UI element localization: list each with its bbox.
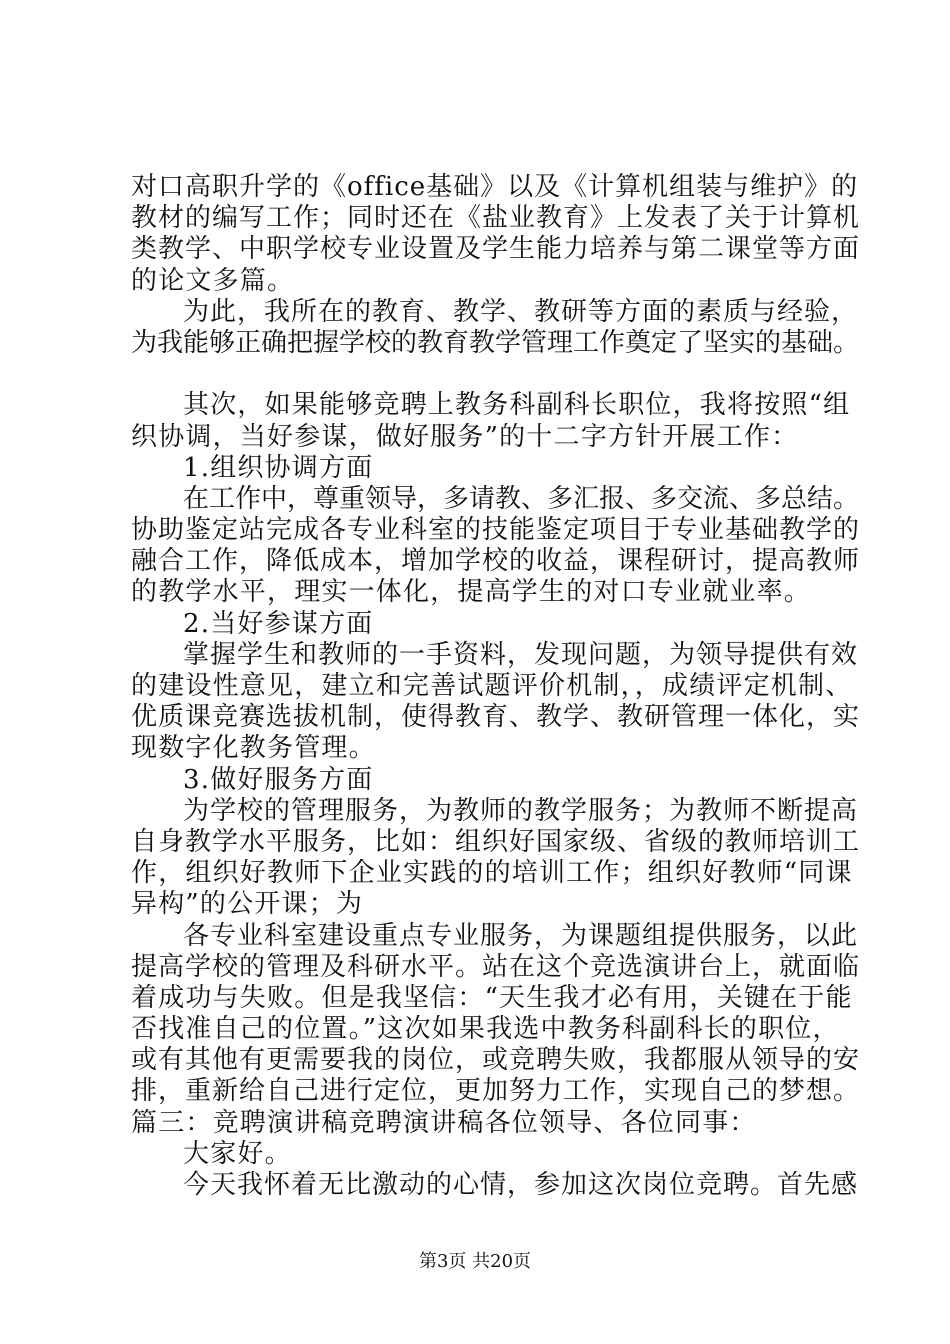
text-line: 的教学水平，理实一体化，提高学生的对口专业就业率。 (131, 577, 812, 608)
text-line: 为学校的管理服务，为教师的教学服务；为教师不断提高 (183, 795, 859, 826)
document-body (131, 172, 861, 1201)
text-line: 为此，我所在的教育、教学、教研等方面的素质与经验， (183, 296, 859, 327)
text-line: 着成功与失败。但是我坚信：“天生我才必有用，关键在于能 (131, 982, 853, 1013)
section-heading: 2.当好参谋方面 (183, 608, 374, 639)
page-footer: 第3页 共20页 (418, 1251, 532, 1272)
text-line: 今天我怀着无比激动的心情，参加这次岗位竞聘。首先感 (183, 1170, 859, 1200)
text-line: 织协调，当好参谋，做好服务”的十二字方针开展工作： (131, 421, 799, 452)
text-line: 的建设性意见，建立和完善试题评价机制，，成绩评定机制、 (131, 671, 853, 701)
text-line: 各专业科室建设重点专业服务，为课题组提供服务，以此 (183, 920, 859, 951)
text-line: 提高学校的管理及科研水平。站在这个竞选演讲台上，就面临 (131, 951, 861, 982)
text-line: 在工作中，尊重领导，多请教、多汇报、多交流、多总结。 (183, 483, 860, 514)
text-line: 自身教学水平服务，比如：组织好国家级、省级的教师培训工 (131, 826, 861, 857)
text-line: 作，组织好教师下企业实践的的培训工作；组织好教师“同课 (131, 858, 853, 889)
text-line: 篇三：竞聘演讲稿竞聘演讲稿各位领导、各位同事： (131, 1107, 757, 1138)
text-line: 掌握学生和教师的一手资料，发现问题，为领导提供有效 (183, 639, 859, 670)
text-line: 融合工作，降低成本，增加学校的收益，课程研讨，提高教师 (131, 546, 861, 577)
text-line: 优质课竞赛选拔机制，使得教育、教学、教研管理一体化，实 (131, 702, 861, 733)
text-line: 的论文多篇。 (131, 265, 295, 296)
text-line: 大家好。 (183, 1138, 292, 1169)
section-heading: 3.做好服务方面 (183, 764, 374, 795)
text-line: 其次，如果能够竞聘上教务科副科长职位，我将按照“组 (183, 390, 851, 421)
text-line: 异构”的公开课；为 (131, 889, 364, 920)
section-heading: 1.组织协调方面 (183, 452, 374, 483)
text-line: 为我能够正确把握学校的教育教学管理工作奠定了坚实的基础。 (131, 327, 860, 358)
text-line: 现数字化教务管理。 (131, 733, 376, 764)
text-line: 类教学、中职学校专业设置及学生能力培养与第二课堂等方面 (131, 234, 861, 265)
blank-line (131, 359, 851, 390)
text-line: 对口高职升学的《office基础》以及《计算机组装与维护》的 (131, 172, 859, 202)
text-line: 协助鉴定站完成各专业科室的技能鉴定项目于专业基础教学的 (131, 515, 861, 546)
text-line: 排，重新给自己进行定位，更加努力工作，实现自己的梦想。 (131, 1076, 861, 1107)
text-line: 教材的编写工作；同时还在《盐业教育》上发表了关于计算机 (131, 203, 861, 234)
text-line: 或有其他有更需要我的岗位，或竞聘失败，我都服从领导的安 (131, 1045, 861, 1076)
text-line: 否找准自己的位置。”这次如果我选中教务科副科长的职位， (131, 1014, 840, 1045)
